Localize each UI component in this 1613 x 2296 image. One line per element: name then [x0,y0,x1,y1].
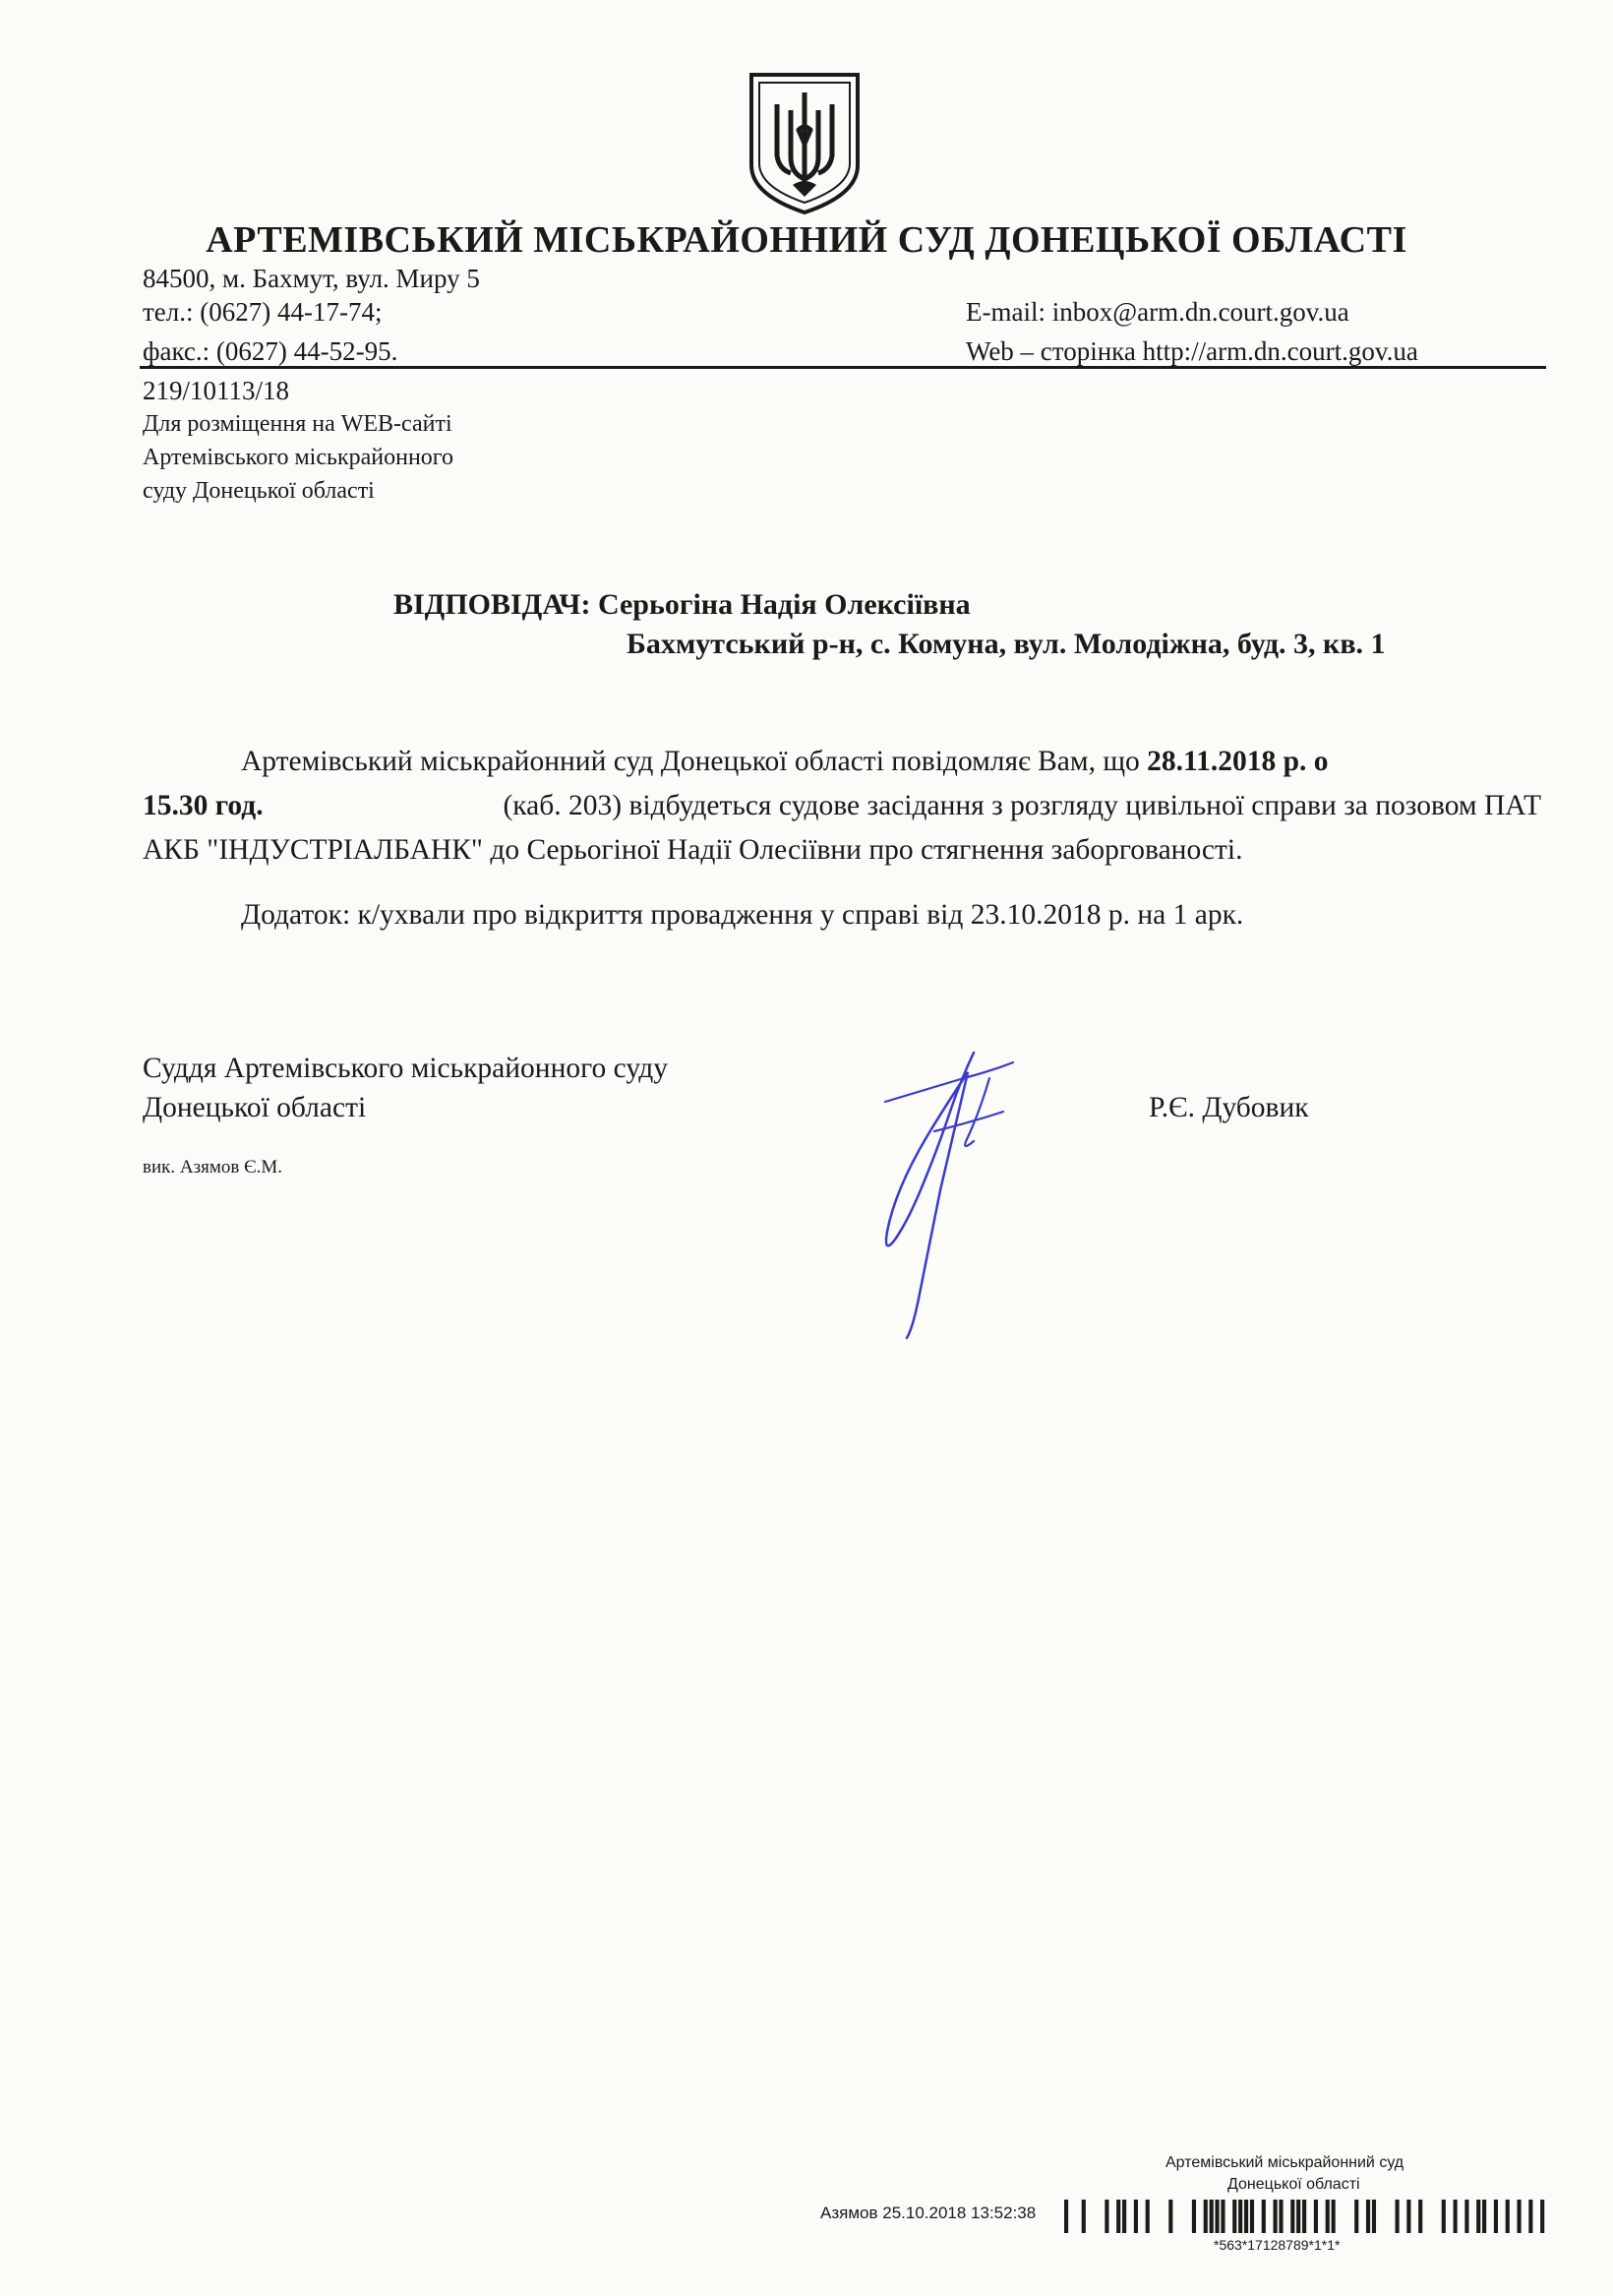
notice-line-1 [143,740,1541,784]
placement-note-line-1: Для розміщення на WEB-сайті [143,411,452,437]
ukraine-trident-icon [747,71,862,216]
notice-line-1-text: Артемівський міськрайонний суд Донецької області повідомляє Вам, що [241,746,1140,777]
court-name-heading: АРТЕМІВСЬКИЙ МІСЬКРАЙОННИЙ СУД ДОНЕЦЬКОЇ ОБЛАСТІ [206,219,1407,261]
notice-paragraph [143,740,1541,873]
attachment-note: Додаток: к/ухвали про відкриття провадження у справі від 23.10.2018 р. на 1 арк. [241,899,1244,931]
court-address: 84500, м. Бахмут, вул. Миру 5 [143,264,480,293]
handwritten-signature [866,1043,1043,1358]
case-number: 219/10113/18 [143,376,290,405]
respondent-address: Бахмутський р-н, с. Комуна, вул. Молодіжна, буд. 3, кв. 1 [627,628,1386,660]
footer-court-line-1: Артемівський міськрайонний суд [1165,2154,1404,2171]
respondent-line [393,588,971,622]
respondent-label: ВІДПОВІДАЧ: [393,588,591,621]
respondent-name: Серьогіна Надія Олексіївна [597,588,971,621]
executor-note: вик. Азямов Є.М. [143,1157,283,1178]
barcode [1064,2200,1546,2239]
header-divider [140,366,1546,369]
hearing-time: 15.30 год. [143,790,264,821]
court-phone: тел.: (0627) 44-17-74; [143,297,383,327]
judge-title-line-2: Донецької області [143,1092,367,1123]
placement-note-line-2: Артемівського міськрайонного [143,445,454,470]
notice-line-2-text: (каб. 203) відбудеться судове засідання з розгляду цивільної справи за позовом ПАТ [503,790,1541,821]
judge-title-line-1: Суддя Артемівського міськрайонного суду [143,1053,668,1084]
barcode-text: *563*17128789*1*1* [1214,2237,1341,2253]
court-fax: факс.: (0627) 44-52-95. [143,336,398,366]
court-website: Web – сторінка http://arm.dn.court.gov.ua [966,336,1418,366]
court-email: E-mail: inbox@arm.dn.court.gov.ua [966,297,1349,327]
footer-court-line-2: Донецької області [1227,2176,1360,2193]
judge-name: Р.Є. Дубовик [1149,1092,1309,1123]
notice-line-3: АКБ "ІНДУСТРІАЛБАНК" до Серьогіної Надії Олесіївни про стягнення заборгованості. [143,834,1243,866]
footer-timestamp: Азямов 25.10.2018 13:52:38 [820,2204,1037,2222]
notice-line-2 [143,784,1541,828]
placement-note-line-3: суду Донецької області [143,478,375,504]
hearing-date: 28.11.2018 р. о [1147,746,1329,777]
